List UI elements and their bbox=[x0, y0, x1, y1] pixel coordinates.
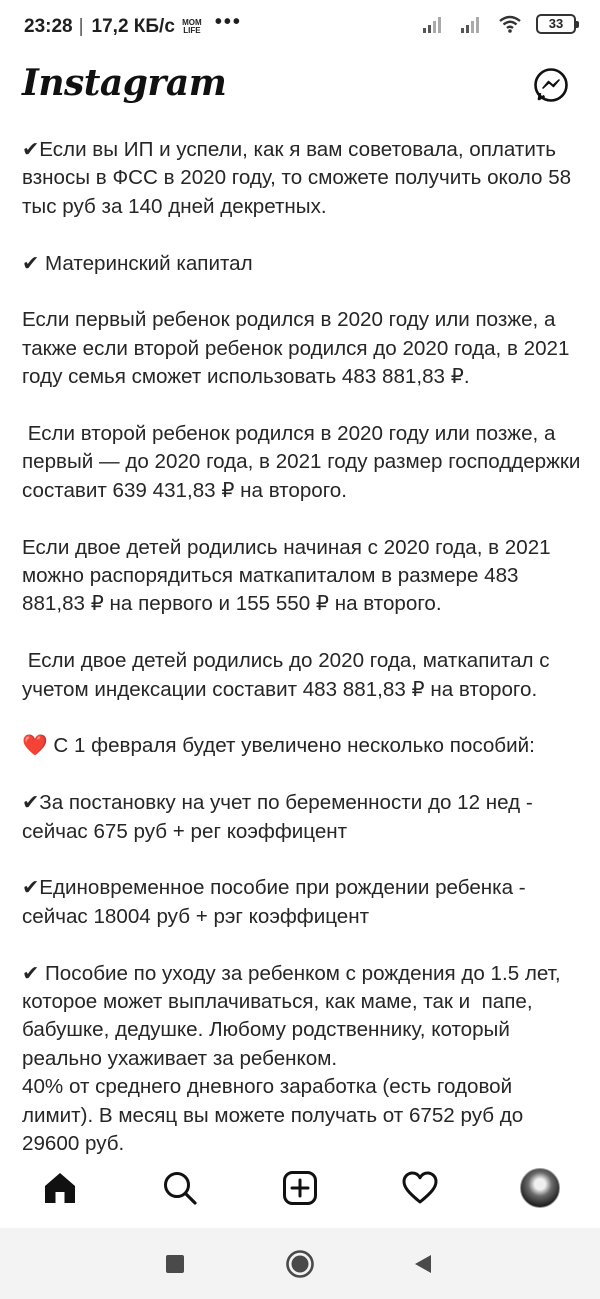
caption-paragraph-second-child: Если второй ребенок родился в 2020 году или позже, а первый — до 2020 года, в 2021 году размер господдержки составит 639 431,83 ₽ на второго. bbox=[22, 422, 587, 502]
signal-icon bbox=[422, 15, 446, 33]
network-speed: 17,2 КБ/с bbox=[91, 15, 175, 37]
battery-indicator: 33 bbox=[536, 14, 576, 34]
nav-profile[interactable] bbox=[516, 1164, 564, 1212]
post-caption bbox=[22, 136, 587, 1160]
profile-avatar bbox=[520, 1168, 560, 1208]
back-button[interactable] bbox=[407, 1248, 439, 1280]
instagram-logo[interactable]: Instagram bbox=[22, 62, 227, 104]
caption-paragraph-registration: ✔За постановку на учет по беременности до 12 нед - сейчас 675 руб + рег коэффицент bbox=[22, 791, 539, 843]
more-notifications: ••• bbox=[214, 11, 242, 33]
caption-paragraph-lump-sum: ✔Единовременное пособие при рождении ребенка - сейчас 18004 руб + рэг коэффицент bbox=[22, 876, 532, 928]
caption-paragraph-matcapital: ✔ Материнский капитал bbox=[22, 251, 253, 275]
momlife-app-icon bbox=[181, 19, 203, 35]
back-triangle-icon bbox=[412, 1253, 434, 1275]
status-separator: | bbox=[78, 15, 84, 37]
recents-button[interactable] bbox=[159, 1248, 191, 1280]
caption-paragraph-two-children-before: Если двое детей родились до 2020 года, маткапитал с учетом индексации составит 483 881,83 ₽ на второго. bbox=[22, 649, 556, 701]
app-header bbox=[0, 54, 600, 124]
nav-home[interactable] bbox=[36, 1164, 84, 1212]
messenger-icon[interactable] bbox=[532, 66, 570, 104]
status-left bbox=[24, 11, 242, 38]
home-icon bbox=[42, 1170, 78, 1206]
bottom-navigation bbox=[0, 1160, 600, 1222]
status-right bbox=[422, 14, 576, 34]
momlife-badge-bottom: LIFE bbox=[183, 25, 201, 35]
caption-paragraph-ip: ✔Если вы ИП и успели, как я вам советовала, оплатить взносы в ФСС в 2020 году, то сможете получить около 58 тыс руб за 140 дней декретных. bbox=[22, 138, 577, 218]
home-circle-icon bbox=[285, 1249, 315, 1279]
activity-heart-icon bbox=[401, 1170, 439, 1206]
signal-icon-2 bbox=[460, 15, 484, 33]
nav-activity[interactable] bbox=[396, 1164, 444, 1212]
caption-paragraph-february: ❤️ С 1 февраля будет увеличено несколько пособий: bbox=[22, 734, 535, 758]
system-home-button[interactable] bbox=[284, 1248, 316, 1280]
recents-square-icon bbox=[165, 1254, 185, 1274]
nav-search[interactable] bbox=[156, 1164, 204, 1212]
status-bar bbox=[0, 0, 600, 54]
system-navigation-bar bbox=[0, 1228, 600, 1299]
nav-new-post[interactable] bbox=[276, 1164, 324, 1212]
caption-paragraph-two-children-2020: Если двое детей родились начиная с 2020 года, в 2021 можно распорядиться маткапиталом в размере 483 881,83 ₽ на первого и 155 550 ₽ на второго. bbox=[22, 535, 557, 616]
search-icon bbox=[162, 1170, 198, 1206]
momlife-badge-top: MOM bbox=[182, 17, 202, 27]
new-post-icon bbox=[282, 1170, 318, 1206]
status-time: 23:28 bbox=[24, 15, 73, 37]
caption-paragraph-childcare: ✔ Пособие по уходу за ребенком с рождения до 1.5 лет, которое может выплачиваться, как маме, так и папе, бабушке, дедушке. Любому родственнику, который реально ухаживает за ребенком. 40% от среднего дневного заработка (есть годовой лимит). В месяц вы можете получать от 6752 руб до 29600 руб. bbox=[22, 961, 561, 1156]
wifi-icon bbox=[498, 14, 522, 34]
caption-paragraph-first-child: Если первый ребенок родился в 2020 году или позже, а также если второй ребенок родился до 2020 года, в 2021 году семья сможет использовать 483 881,83 ₽. bbox=[22, 308, 576, 389]
